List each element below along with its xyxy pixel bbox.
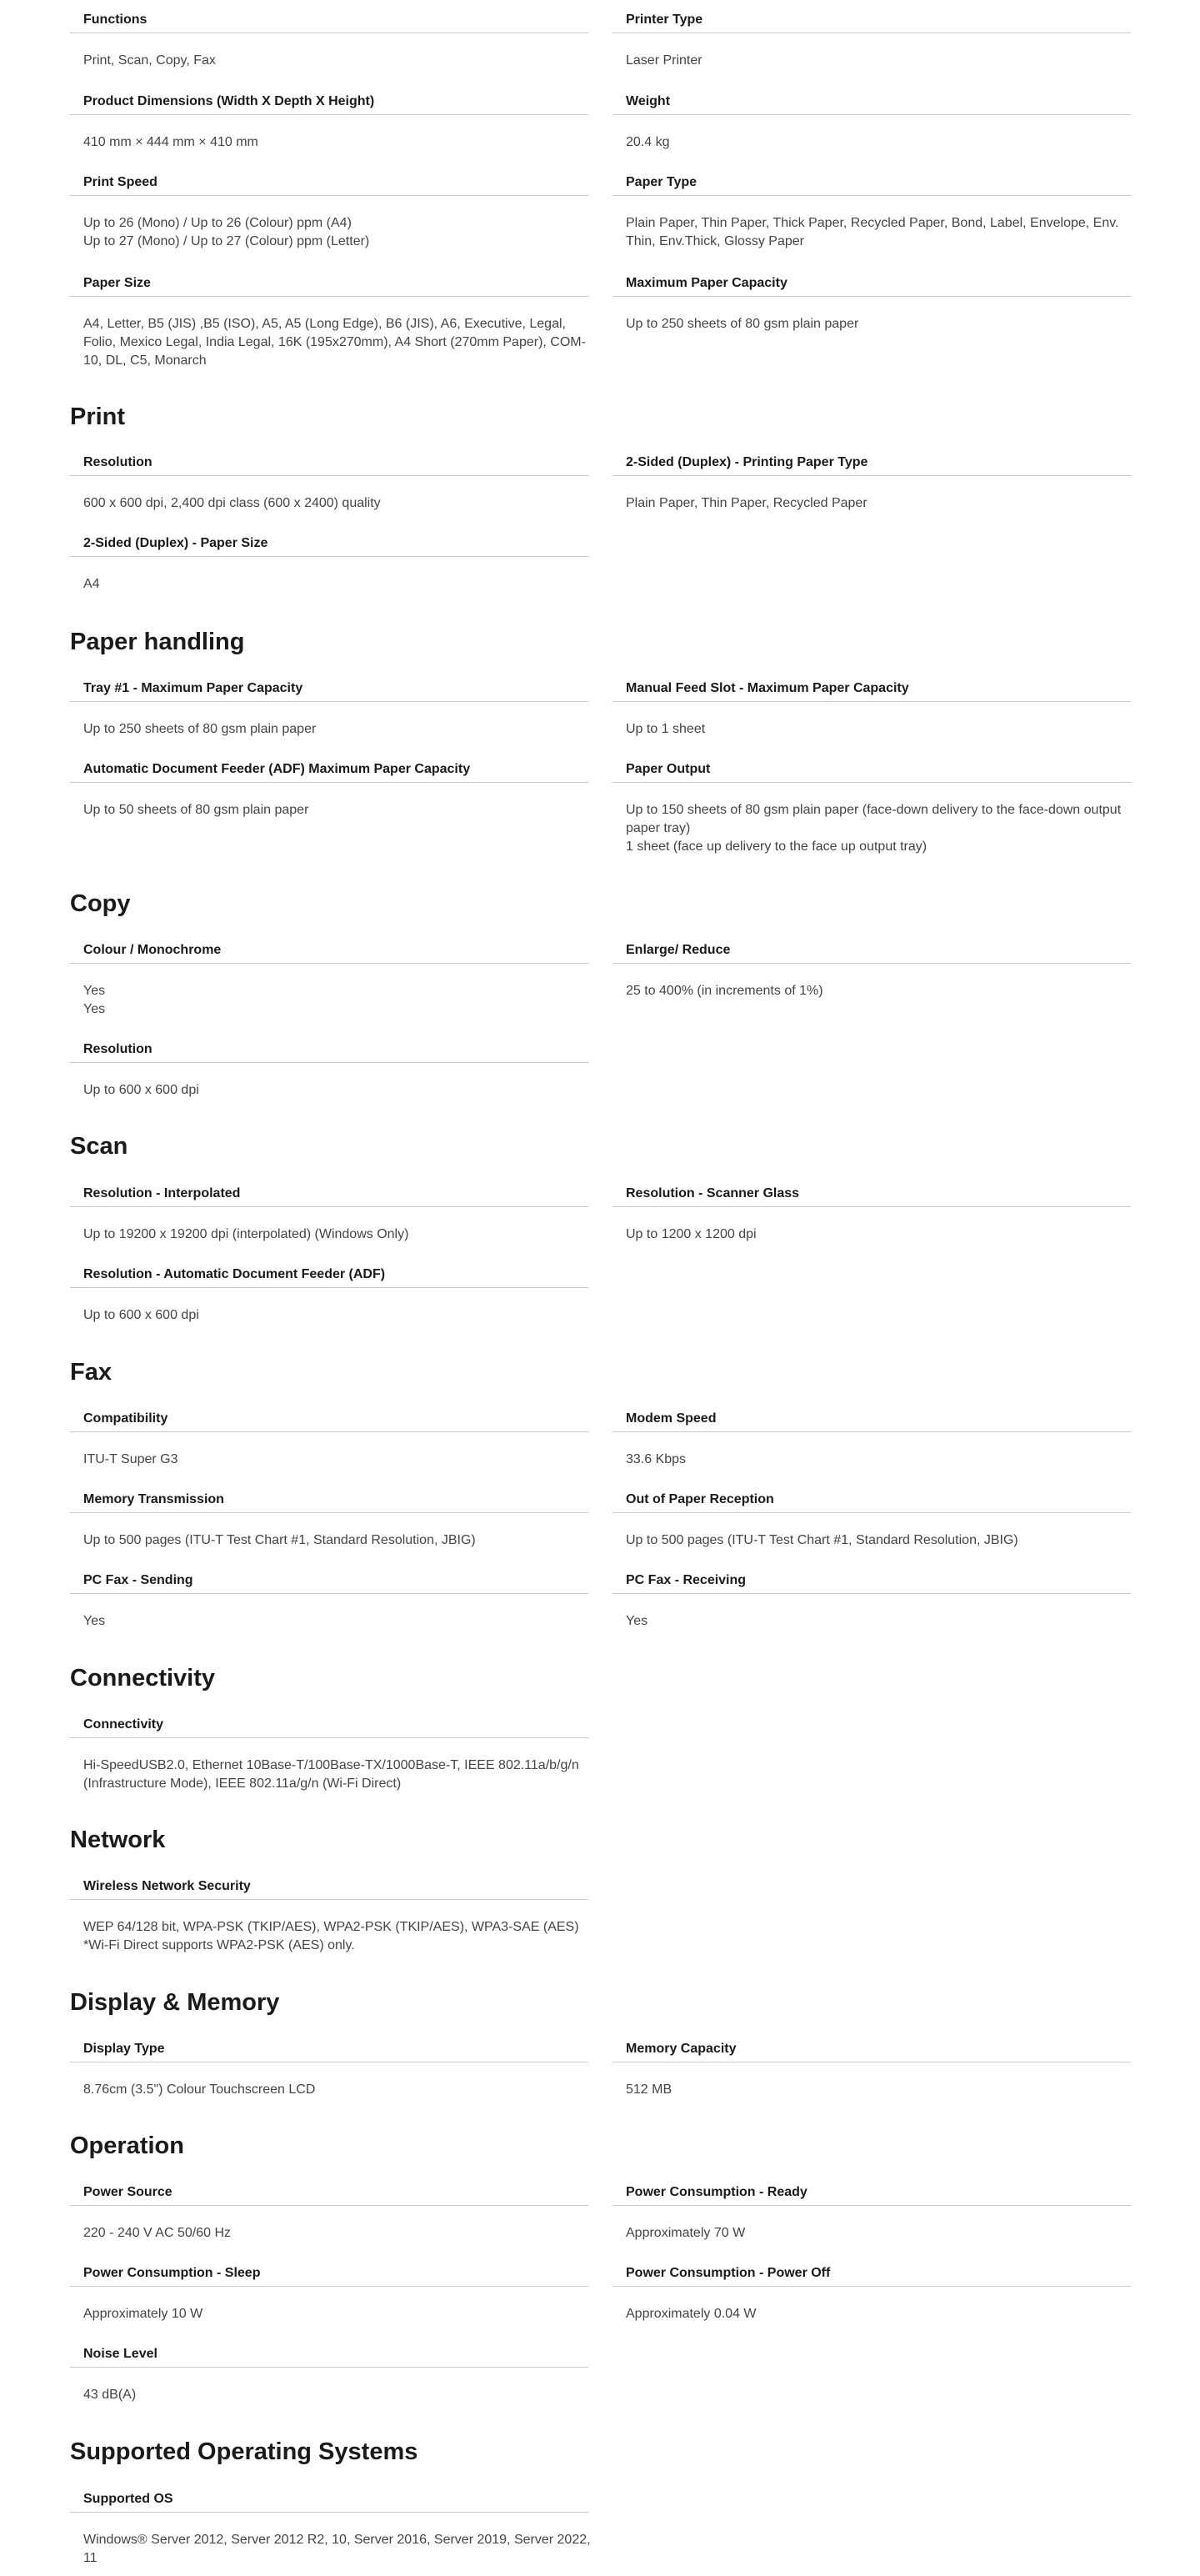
- section-title-supported-operating-systems: Supported Operating Systems: [70, 2438, 418, 2465]
- spec-divider: [70, 1206, 588, 1207]
- spec-label: Resolution - Automatic Document Feeder (ADF): [83, 1267, 386, 1281]
- spec-divider: [70, 2367, 588, 2368]
- spec-value: Laser Printer: [626, 53, 702, 68]
- spec-value: A4: [83, 577, 100, 591]
- spec-value: ITU-T Super G3: [83, 1452, 178, 1466]
- spec-label: Power Source: [83, 2185, 172, 2199]
- spec-value: Approximately 0.04 W: [626, 2307, 757, 2321]
- spec-value: 410 mm × 444 mm × 410 mm: [83, 135, 258, 149]
- spec-divider: [70, 1512, 588, 1513]
- spec-value: Plain Paper, Thin Paper, Thick Paper, Recycled Paper, Bond, Label, Envelope, Env. Thin, Env.Thick, Glossy Paper: [626, 216, 1119, 248]
- spec-value: Up to 26 (Mono) / Up to 26 (Colour) ppm (A4) Up to 27 (Mono) / Up to 27 (Colour) ppm (Letter): [83, 216, 370, 248]
- spec-value: Yes: [83, 1614, 106, 1628]
- spec-label: Colour / Monochrome: [83, 943, 222, 957]
- spec-value: 20.4 kg: [626, 135, 670, 149]
- spec-value: 8.76cm (3.5") Colour Touchscreen LCD: [83, 2082, 316, 2097]
- spec-value: Approximately 70 W: [626, 2226, 746, 2240]
- spec-value: A4, Letter, B5 (JIS) ,B5 (ISO), A5, A5 (Long Edge), B6 (JIS), A6, Executive, Legal, Folio, Mexico Legal, India Legal, 16K (195x270mm), A4 Short (270mm Paper), COM-10, DL, C5, Monarch: [83, 317, 586, 368]
- spec-value: Yes Yes: [83, 984, 106, 1016]
- spec-value: 33.6 Kbps: [626, 1452, 687, 1466]
- spec-divider: [612, 1512, 1131, 1513]
- spec-value: Print, Scan, Copy, Fax: [83, 53, 216, 68]
- spec-value: Up to 250 sheets of 80 gsm plain paper: [83, 722, 317, 736]
- spec-label: Resolution - Interpolated: [83, 1186, 241, 1200]
- spec-label: Out of Paper Reception: [626, 1492, 774, 1506]
- spec-divider: [70, 701, 588, 702]
- spec-divider: [70, 1593, 588, 1594]
- spec-label: Wireless Network Security: [83, 1879, 251, 1893]
- spec-label: Printer Type: [626, 13, 703, 27]
- spec-divider: [612, 1206, 1131, 1207]
- spec-label: Enlarge/ Reduce: [626, 943, 731, 957]
- spec-label: Resolution: [83, 455, 152, 469]
- section-title-connectivity: Connectivity: [70, 1665, 216, 1691]
- spec-divider: [70, 1899, 588, 1900]
- spec-divider: [612, 1431, 1131, 1432]
- spec-divider: [70, 2512, 588, 2513]
- spec-label: Modem Speed: [626, 1411, 717, 1426]
- section-title-paper-handling: Paper handling: [70, 629, 245, 655]
- spec-label: Compatibility: [83, 1411, 168, 1426]
- spec-divider: [612, 475, 1131, 476]
- spec-label: Automatic Document Feeder (ADF) Maximum Paper Capacity: [83, 762, 471, 776]
- spec-value: Up to 150 sheets of 80 gsm plain paper (face-down delivery to the face-down output paper tray) 1 sheet (face up delivery to the face up output tray): [626, 803, 1122, 854]
- spec-value: Up to 600 x 600 dpi: [83, 1083, 199, 1097]
- spec-label: Print Speed: [83, 175, 158, 189]
- section-title-scan: Scan: [70, 1133, 128, 1160]
- section-title-network: Network: [70, 1827, 166, 1853]
- spec-divider: [70, 556, 588, 557]
- spec-value: Plain Paper, Thin Paper, Recycled Paper: [626, 496, 868, 510]
- spec-divider: [70, 963, 588, 964]
- spec-value: Up to 250 sheets of 80 gsm plain paper: [626, 317, 859, 331]
- spec-label: Power Consumption - Ready: [626, 2185, 808, 2199]
- spec-label: Functions: [83, 13, 148, 27]
- spec-divider: [612, 2286, 1131, 2287]
- spec-label: 2-Sided (Duplex) - Paper Size: [83, 536, 268, 550]
- spec-label: Tray #1 - Maximum Paper Capacity: [83, 681, 303, 695]
- spec-divider: [612, 2205, 1131, 2206]
- section-title-fax: Fax: [70, 1359, 112, 1386]
- spec-divider: [70, 1062, 588, 1063]
- spec-label: Connectivity: [83, 1717, 164, 1732]
- spec-label: Noise Level: [83, 2347, 158, 2361]
- spec-label: PC Fax - Sending: [83, 1573, 193, 1587]
- spec-divider: [70, 2205, 588, 2206]
- spec-label: Maximum Paper Capacity: [626, 276, 788, 290]
- spec-divider: [70, 475, 588, 476]
- spec-value: Approximately 10 W: [83, 2307, 203, 2321]
- spec-divider: [612, 296, 1131, 297]
- spec-divider: [70, 114, 588, 115]
- spec-label: Memory Capacity: [626, 2042, 737, 2056]
- spec-label: Power Consumption - Sleep: [83, 2266, 261, 2280]
- spec-divider: [70, 296, 588, 297]
- spec-label: Weight: [626, 94, 671, 108]
- spec-value: Windows® Server 2012, Server 2012 R2, 10, Server 2016, Server 2019, Server 2022, 11: [83, 2533, 591, 2565]
- spec-value: 600 x 600 dpi, 2,400 dpi class (600 x 2400) quality: [83, 496, 381, 510]
- spec-divider: [612, 195, 1131, 196]
- spec-value: Up to 500 pages (ITU-T Test Chart #1, Standard Resolution, JBIG): [626, 1533, 1018, 1547]
- spec-divider: [612, 963, 1131, 964]
- spec-divider: [70, 782, 588, 783]
- spec-label: Display Type: [83, 2042, 165, 2056]
- spec-divider: [612, 782, 1131, 783]
- spec-value: Up to 1200 x 1200 dpi: [626, 1227, 757, 1241]
- spec-value: Yes: [626, 1614, 648, 1628]
- spec-label: Product Dimensions (Width X Depth X Height): [83, 94, 375, 108]
- spec-value: Up to 1 sheet: [626, 722, 706, 736]
- spec-value: 512 MB: [626, 2082, 672, 2097]
- spec-divider: [612, 114, 1131, 115]
- spec-value: WEP 64/128 bit, WPA-PSK (TKIP/AES), WPA2-PSK (TKIP/AES), WPA3-SAE (AES) *Wi-Fi Direct supports WPA2-PSK (AES) only.: [83, 1920, 579, 1952]
- section-title-operation: Operation: [70, 2132, 184, 2159]
- spec-divider: [70, 1287, 588, 1288]
- spec-divider: [70, 1737, 588, 1738]
- spec-label: Supported OS: [83, 2492, 173, 2506]
- spec-label: Resolution: [83, 1042, 152, 1056]
- spec-label: PC Fax - Receiving: [626, 1573, 747, 1587]
- spec-value: 220 - 240 V AC 50/60 Hz: [83, 2226, 231, 2240]
- spec-divider: [70, 2286, 588, 2287]
- spec-divider: [70, 195, 588, 196]
- spec-label: Paper Size: [83, 276, 151, 290]
- spec-divider: [70, 1431, 588, 1432]
- spec-label: Paper Output: [626, 762, 711, 776]
- spec-value: Up to 50 sheets of 80 gsm plain paper: [83, 803, 309, 817]
- spec-label: Memory Transmission: [83, 1492, 224, 1506]
- section-title-copy: Copy: [70, 890, 131, 917]
- spec-label: 2-Sided (Duplex) - Printing Paper Type: [626, 455, 868, 469]
- spec-value: 43 dB(A): [83, 2388, 137, 2402]
- spec-divider: [612, 701, 1131, 702]
- spec-value: Up to 500 pages (ITU-T Test Chart #1, Standard Resolution, JBIG): [83, 1533, 476, 1547]
- spec-label: Resolution - Scanner Glass: [626, 1186, 800, 1200]
- section-title-print: Print: [70, 403, 126, 430]
- spec-label: Power Consumption - Power Off: [626, 2266, 831, 2280]
- spec-divider: [612, 1593, 1131, 1594]
- spec-value: Hi-SpeedUSB2.0, Ethernet 10Base-T/100Base-TX/1000Base-T, IEEE 802.11a/b/g/n (Infrastructure Mode), IEEE 802.11a/g/n (Wi-Fi Direct): [83, 1758, 579, 1791]
- spec-value: Up to 19200 x 19200 dpi (interpolated) (Windows Only): [83, 1227, 409, 1241]
- spec-label: Paper Type: [626, 175, 698, 189]
- section-title-display-memory: Display & Memory: [70, 1989, 280, 2016]
- spec-value: Up to 600 x 600 dpi: [83, 1308, 199, 1322]
- spec-label: Manual Feed Slot - Maximum Paper Capacity: [626, 681, 909, 695]
- spec-value: 25 to 400% (in increments of 1%): [626, 984, 823, 998]
